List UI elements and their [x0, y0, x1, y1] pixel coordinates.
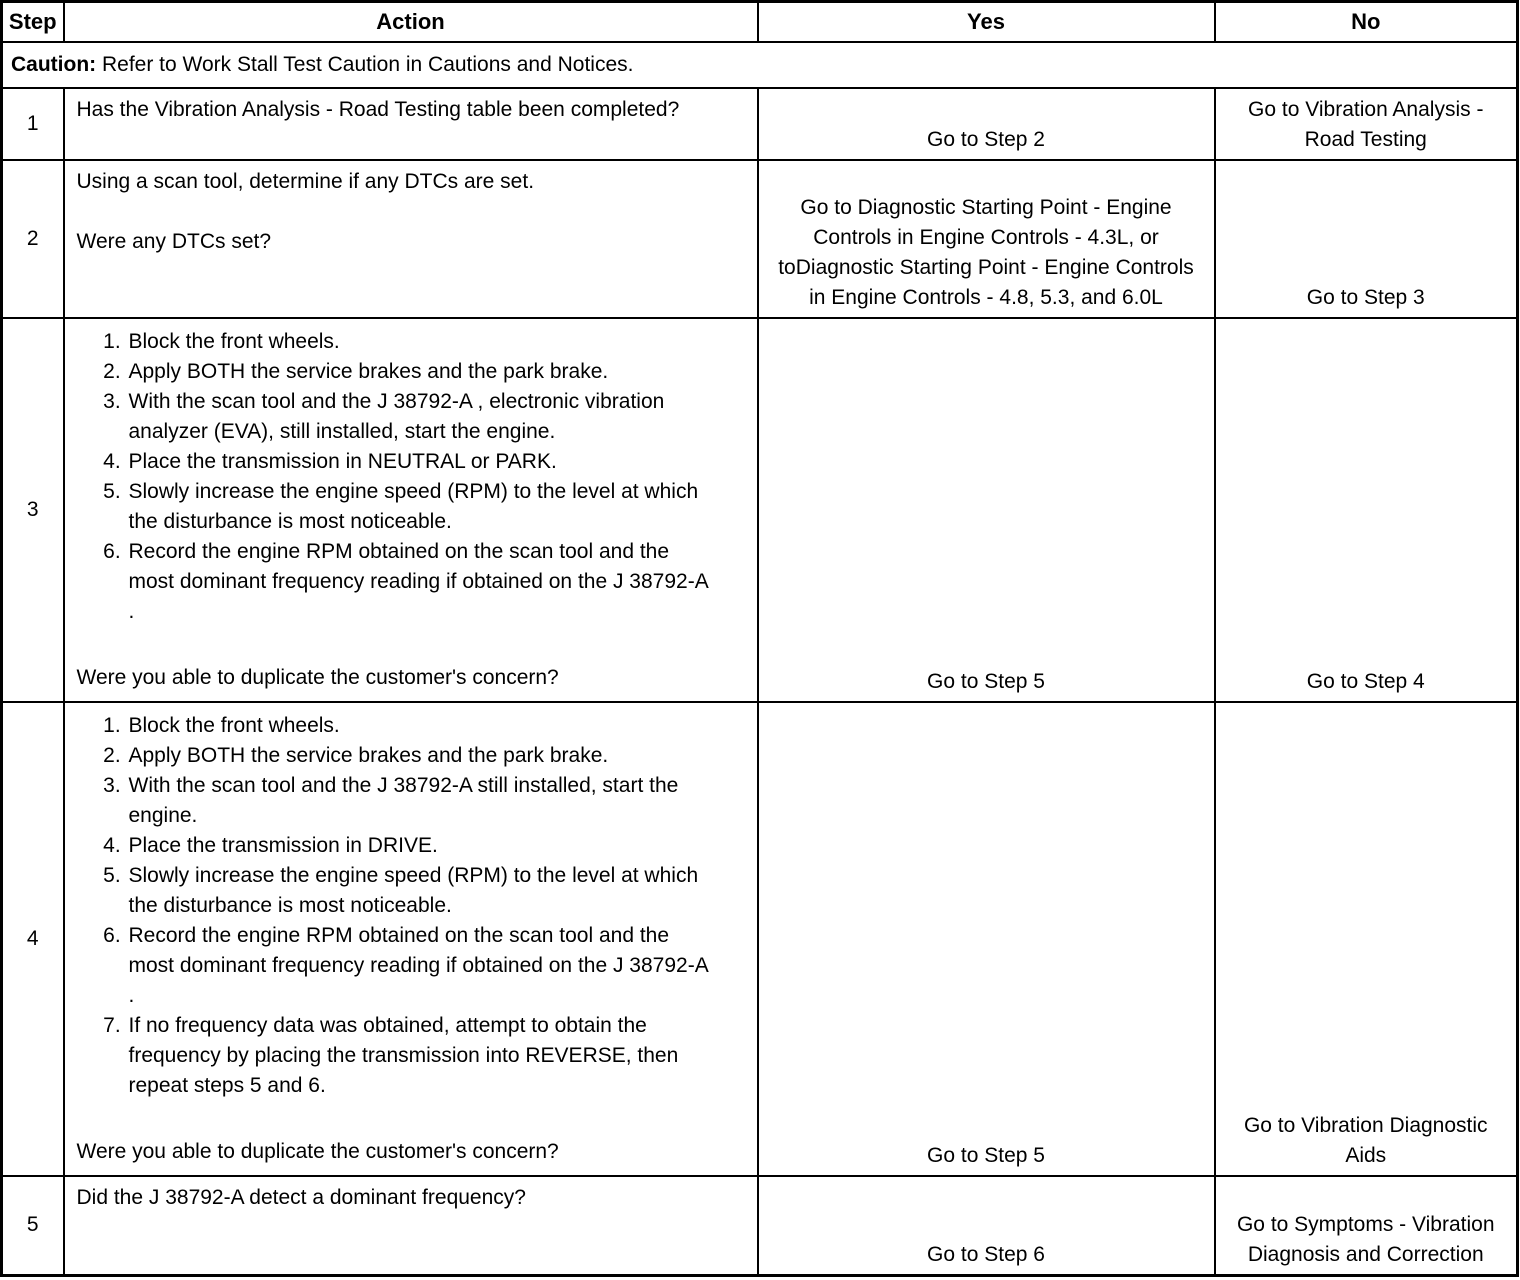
- action-step-item: 2. Apply BOTH the service brakes and the park brake.: [127, 357, 717, 387]
- action-step-item: 5. Slowly increase the engine speed (RPM) to the level at which the disturbance is most noticeable.: [127, 861, 717, 921]
- yes-cell: Go to Step 2: [758, 88, 1215, 160]
- table-row: [2, 88, 1518, 160]
- column-header-action: Action: [64, 2, 758, 42]
- no-cell: Go to Step 4: [1215, 318, 1518, 702]
- header-row: [2, 2, 1518, 42]
- action-paragraph: Has the Vibration Analysis - Road Testing table been completed?: [76, 97, 680, 121]
- caution-label: Caution:: [11, 52, 97, 76]
- yes-cell: Go to Step 6: [758, 1176, 1215, 1276]
- action-step-item: 5. Slowly increase the engine speed (RPM) to the level at which the disturbance is most noticeable.: [127, 477, 717, 537]
- action-step-item: 4. Place the transmission in DRIVE.: [127, 831, 717, 861]
- action-step-item: 1. Block the front wheels.: [127, 711, 717, 741]
- step-number-cell: 2: [2, 160, 64, 318]
- action-question: Were you able to duplicate the customer's concern?: [76, 665, 559, 689]
- yes-cell: Go to Step 5: [758, 318, 1215, 702]
- action-cell: [64, 702, 758, 1176]
- action-cell: [64, 88, 758, 160]
- step-number-cell: 1: [2, 88, 64, 160]
- no-cell: Go to Vibration Analysis - Road Testing: [1215, 88, 1518, 160]
- no-cell: Go to Symptoms - Vibration Diagnosis and Correction: [1215, 1176, 1518, 1276]
- action-step-item: 6. Record the engine RPM obtained on the scan tool and the most dominant frequency reading if obtained on the J 38792-A .: [127, 537, 717, 627]
- action-step-list: [77, 711, 717, 1101]
- action-cell: [64, 160, 758, 318]
- action-step-item: 4. Place the transmission in NEUTRAL or PARK.: [127, 447, 717, 477]
- caution-text: Refer to Work Stall Test Caution in Cautions and Notices.: [96, 52, 634, 76]
- step-number-cell: 4: [2, 702, 64, 1176]
- action-paragraph: Were any DTCs set?: [76, 229, 272, 253]
- table-row: [2, 318, 1518, 702]
- action-question: Were you able to duplicate the customer's concern?: [76, 1139, 559, 1163]
- action-paragraph: Did the J 38792-A detect a dominant frequency?: [76, 1185, 526, 1209]
- action-step-item: 3. With the scan tool and the J 38792-A still installed, start the engine.: [127, 771, 717, 831]
- column-header-yes: Yes: [758, 2, 1215, 42]
- table-row: [2, 1176, 1518, 1276]
- action-cell: [64, 1176, 758, 1276]
- step-number-cell: 3: [2, 318, 64, 702]
- action-step-list: [77, 327, 717, 627]
- action-step-item: 1. Block the front wheels.: [127, 327, 717, 357]
- action-step-item: 7. If no frequency data was obtained, attempt to obtain the frequency by placing the transmission into REVERSE, then repeat steps 5 and 6.: [127, 1011, 717, 1101]
- action-step-item: 6. Record the engine RPM obtained on the scan tool and the most dominant frequency reading if obtained on the J 38792-A .: [127, 921, 717, 1011]
- caution-cell: [2, 42, 1518, 88]
- table-row: [2, 160, 1518, 318]
- column-header-step: Step: [2, 2, 64, 42]
- yes-cell: Go to Step 5: [758, 702, 1215, 1176]
- table-row: [2, 702, 1518, 1176]
- step-number-cell: 5: [2, 1176, 64, 1276]
- no-cell: Go to Step 3: [1215, 160, 1518, 318]
- no-cell: Go to Vibration Diagnostic Aids: [1215, 702, 1518, 1176]
- yes-cell: Go to Diagnostic Starting Point - Engine Controls in Engine Controls - 4.3L, or toDiagnostic Starting Point - Engine Controls in Engine Controls - 4.8, 5.3, and 6.0L: [758, 160, 1215, 318]
- table-body: [2, 42, 1518, 1276]
- caution-row: [2, 42, 1518, 88]
- action-step-item: 2. Apply BOTH the service brakes and the park brake.: [127, 741, 717, 771]
- action-step-item: 3. With the scan tool and the J 38792-A , electronic vibration analyzer (EVA), still installed, start the engine.: [127, 387, 717, 447]
- column-header-no: No: [1215, 2, 1518, 42]
- action-paragraph: Using a scan tool, determine if any DTCs are set.: [76, 169, 535, 193]
- action-cell: [64, 318, 758, 702]
